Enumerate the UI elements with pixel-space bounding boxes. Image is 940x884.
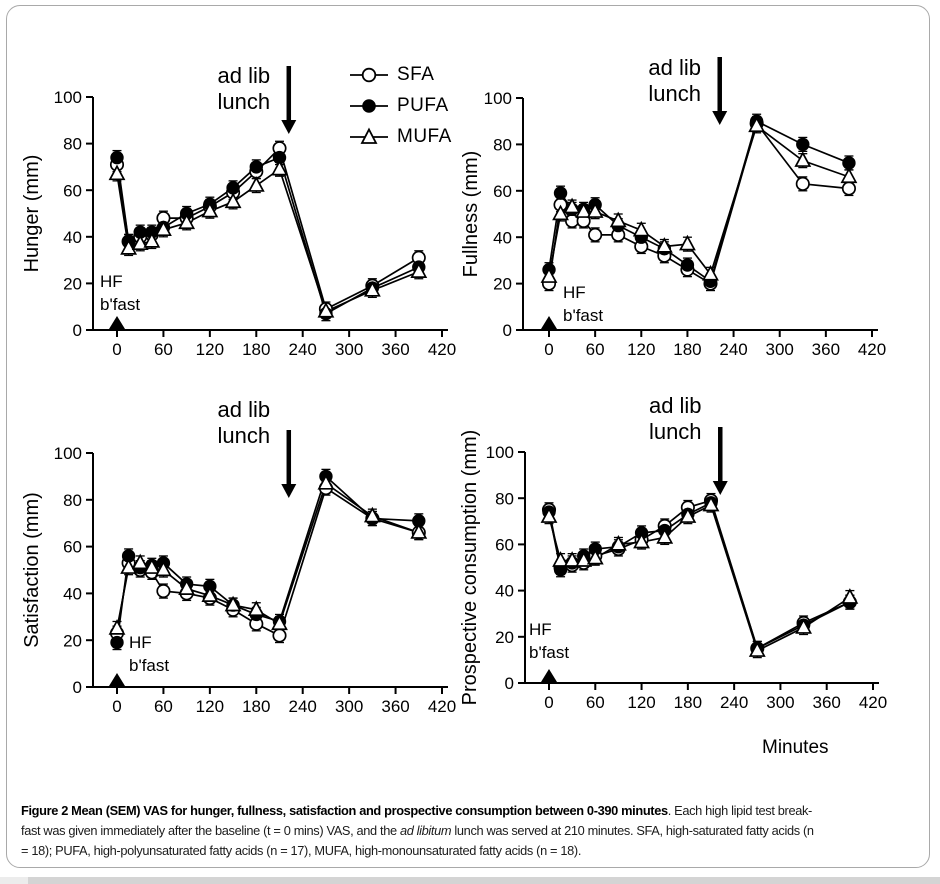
y-tick-label: 60 bbox=[63, 537, 82, 557]
breakfast-arrow bbox=[109, 316, 125, 329]
x-tick-label: 240 bbox=[719, 693, 749, 712]
y-tick-label: 40 bbox=[493, 228, 512, 248]
legend-item-pufa bbox=[348, 90, 452, 121]
x-tick-label: 240 bbox=[288, 697, 317, 716]
x-tick-label: 360 bbox=[381, 340, 410, 359]
caption-line-1: Figure 2 Mean (SEM) VAS for hunger, fullness, satisfaction and prospective consumption between 0-390 minutes. Each high lipid test break- bbox=[21, 803, 812, 818]
breakfast-annotation: b'fast bbox=[529, 643, 570, 662]
y-axis-title: Fullness (mm) bbox=[460, 150, 482, 278]
y-tick-label: 20 bbox=[63, 631, 82, 651]
series-points-MUFA bbox=[110, 162, 426, 317]
series-points-PUFA bbox=[111, 470, 425, 649]
x-tick-label: 60 bbox=[153, 340, 173, 359]
figure-caption bbox=[21, 801, 933, 860]
y-tick-label: 40 bbox=[63, 584, 82, 604]
x-tick-label: 420 bbox=[857, 340, 887, 359]
y-tick-label: 60 bbox=[63, 181, 82, 201]
x-tick-label: 300 bbox=[766, 693, 795, 712]
x-tick-label: 60 bbox=[153, 697, 173, 716]
y-tick-label: 20 bbox=[495, 627, 514, 647]
y-tick-label: 20 bbox=[63, 274, 82, 294]
open-circle-icon bbox=[348, 65, 390, 85]
lunch-arrowhead bbox=[281, 120, 296, 134]
x-tick-label: 120 bbox=[627, 693, 656, 712]
breakfast-annotation: HF bbox=[129, 633, 152, 652]
y-tick-label: 40 bbox=[63, 227, 82, 247]
x-tick-label: 180 bbox=[673, 693, 703, 712]
lunch-annotation: lunch bbox=[648, 419, 702, 444]
y-tick-label: 0 bbox=[502, 321, 512, 341]
x-tick-label: 0 bbox=[112, 697, 122, 716]
legend bbox=[348, 59, 452, 152]
y-tick-label: 100 bbox=[483, 89, 512, 109]
x-tick-label: 240 bbox=[288, 340, 317, 359]
y-axis-title: Prospective consumption (mm) bbox=[459, 429, 481, 706]
x-tick-label: 360 bbox=[812, 693, 841, 712]
breakfast-annotation: HF bbox=[563, 283, 586, 302]
legend-item-sfa bbox=[348, 59, 452, 90]
x-tick-label: 180 bbox=[242, 340, 271, 359]
caption-line-2: fast was given immediately after the baseline (t = 0 mins) VAS, and the ad libitum lunch was served at 210 minutes. SFA, high-saturated fatty acids (n bbox=[21, 822, 814, 838]
breakfast-arrow bbox=[109, 673, 125, 686]
x-tick-label: 240 bbox=[719, 340, 748, 359]
x-tick-label: 120 bbox=[195, 697, 225, 716]
open-triangle-icon bbox=[348, 127, 390, 147]
x-tick-label: 60 bbox=[585, 340, 605, 359]
y-tick-label: 0 bbox=[72, 678, 82, 698]
chart-fullness bbox=[460, 55, 886, 359]
series-points-MUFA bbox=[542, 498, 857, 657]
series-points-MUFA bbox=[110, 476, 426, 634]
x-tick-label: 420 bbox=[427, 697, 457, 716]
y-tick-label: 100 bbox=[53, 88, 82, 108]
breakfast-annotation: b'fast bbox=[129, 656, 170, 675]
x-tick-label: 360 bbox=[381, 697, 410, 716]
bottom-bar-light bbox=[0, 877, 28, 884]
breakfast-arrow bbox=[541, 316, 557, 329]
legend-item-mufa bbox=[348, 121, 452, 152]
y-tick-label: 40 bbox=[495, 581, 514, 601]
series-points-PUFA bbox=[543, 115, 855, 287]
y-tick-label: 60 bbox=[495, 535, 514, 555]
lunch-arrowhead bbox=[281, 484, 296, 498]
lunch-annotation: lunch bbox=[217, 423, 271, 448]
x-tick-label: 120 bbox=[195, 340, 225, 359]
y-tick-label: 100 bbox=[485, 443, 514, 463]
legend-label-sfa: SFA bbox=[397, 63, 435, 85]
y-tick-label: 0 bbox=[72, 321, 82, 341]
y-tick-label: 80 bbox=[493, 135, 512, 155]
x-axis-title: Minutes bbox=[762, 737, 829, 758]
y-tick-label: 60 bbox=[493, 181, 512, 201]
x-tick-label: 120 bbox=[627, 340, 656, 359]
lunch-annotation: lunch bbox=[648, 81, 702, 106]
breakfast-annotation: b'fast bbox=[563, 306, 604, 325]
x-tick-label: 300 bbox=[334, 697, 364, 716]
bottom-bar bbox=[28, 877, 940, 884]
breakfast-annotation: HF bbox=[100, 272, 123, 291]
x-tick-label: 0 bbox=[544, 693, 554, 712]
lunch-annotation: ad lib bbox=[217, 63, 271, 88]
lunch-arrowhead bbox=[713, 481, 728, 495]
x-tick-label: 0 bbox=[544, 340, 554, 359]
x-tick-label: 60 bbox=[585, 693, 605, 712]
breakfast-arrow bbox=[541, 669, 557, 682]
x-tick-label: 0 bbox=[112, 340, 122, 359]
breakfast-annotation: HF bbox=[529, 620, 552, 639]
x-tick-label: 300 bbox=[334, 340, 364, 359]
caption-italic: ad libitum bbox=[399, 822, 452, 838]
filled-circle-icon bbox=[348, 96, 390, 116]
x-tick-label: 360 bbox=[811, 340, 841, 359]
y-axis-title: Hunger (mm) bbox=[21, 154, 43, 273]
chart-satisfaction bbox=[21, 397, 456, 716]
y-tick-label: 80 bbox=[63, 134, 82, 154]
lunch-annotation: ad lib bbox=[648, 393, 702, 418]
y-axis-title: Satisfaction (mm) bbox=[21, 492, 43, 648]
lunch-annotation: lunch bbox=[217, 89, 271, 114]
x-tick-label: 180 bbox=[673, 340, 702, 359]
y-tick-label: 0 bbox=[504, 674, 514, 694]
y-tick-label: 20 bbox=[493, 274, 512, 294]
y-tick-label: 80 bbox=[63, 490, 82, 510]
legend-label-pufa: PUFA bbox=[397, 94, 449, 116]
caption-title: Figure 2 Mean (SEM) VAS for hunger, fullness, satisfaction and prospective consumption between 0-390 minutes bbox=[21, 803, 668, 818]
lunch-annotation: ad lib bbox=[648, 55, 702, 80]
caption-line-3: = 18); PUFA, high-polyunsaturated fatty acids (n = 17), MUFA, high-monounsaturated fatty acids (n = 18). bbox=[21, 842, 582, 858]
breakfast-annotation: b'fast bbox=[100, 295, 141, 314]
lunch-annotation: ad lib bbox=[217, 397, 271, 422]
x-tick-label: 300 bbox=[765, 340, 794, 359]
x-tick-label: 420 bbox=[858, 693, 888, 712]
legend-label-mufa: MUFA bbox=[397, 125, 452, 147]
lunch-arrowhead bbox=[712, 111, 727, 125]
y-tick-label: 100 bbox=[53, 444, 82, 464]
chart-prospective-consumption bbox=[459, 393, 887, 712]
x-tick-label: 420 bbox=[427, 340, 457, 359]
x-tick-label: 180 bbox=[242, 697, 271, 716]
y-tick-label: 80 bbox=[495, 489, 514, 509]
